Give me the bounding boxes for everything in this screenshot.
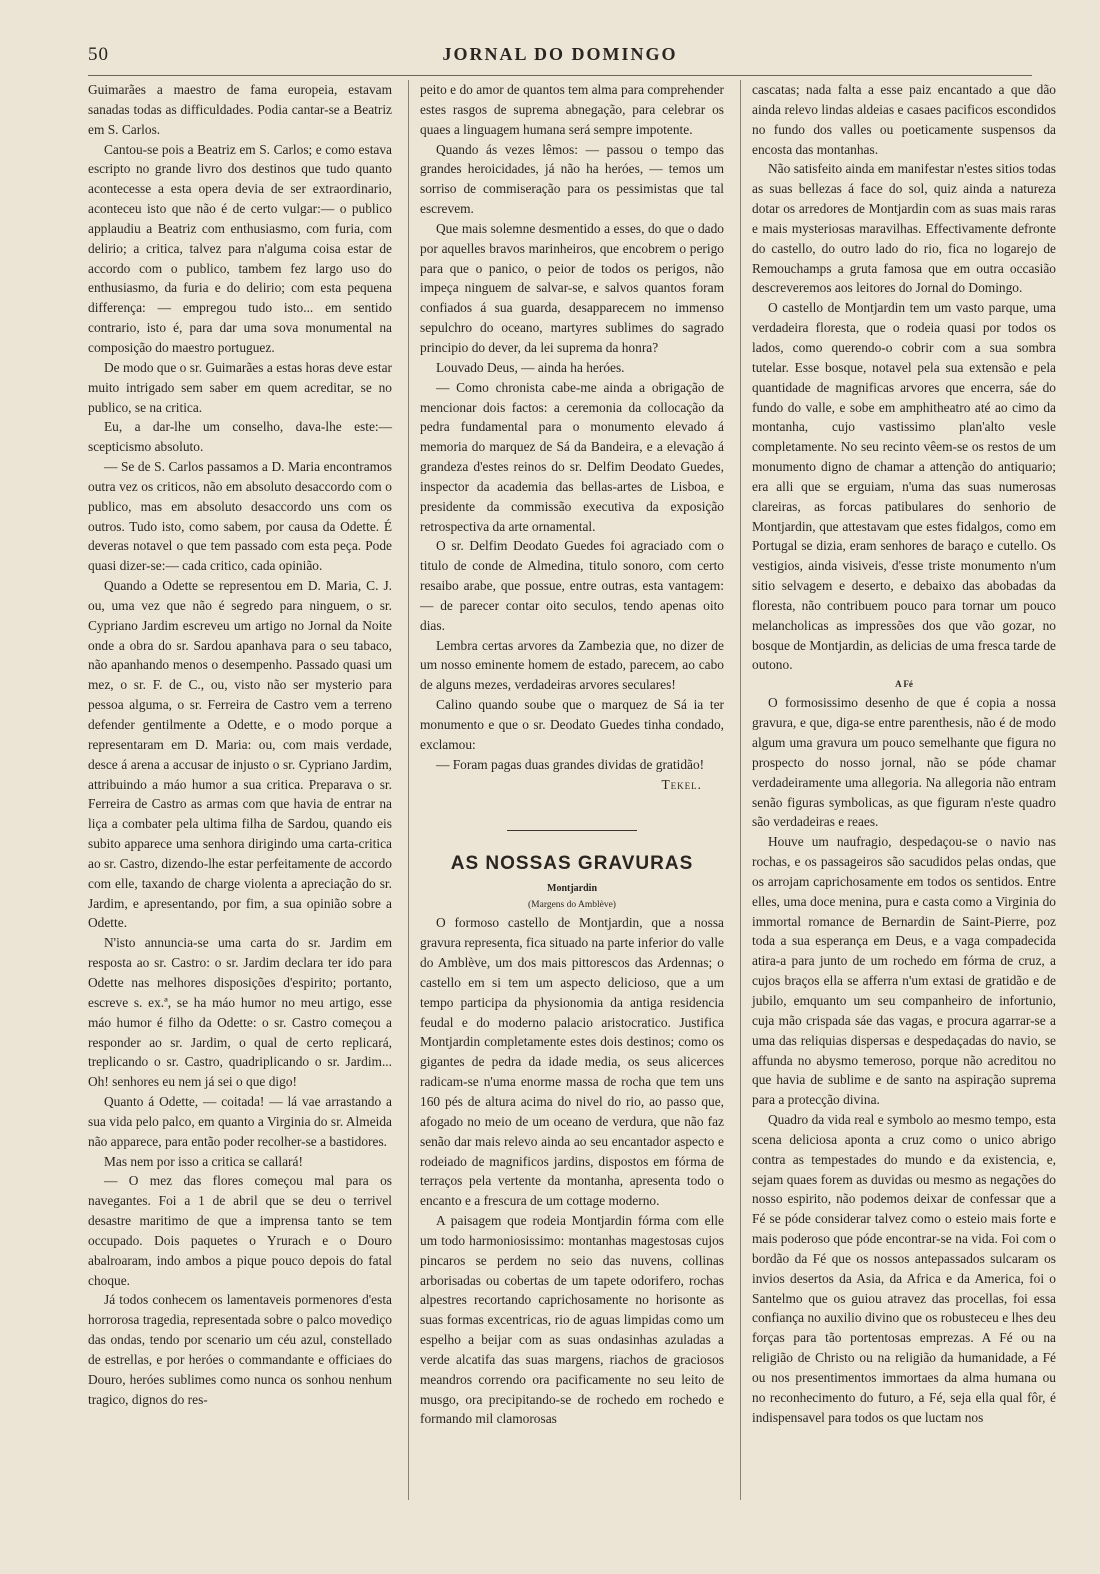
paragraph: A paisagem que rodeia Montjardin fórma com elle um todo harmoniosissimo: montanhas magestosas cujos pincaros se perdem no seio das nuvens, collinas arborisadas ou cobertas de um tapete odorifero, rochas alpestres recortando caprichosamente no horisonte as suas formas excentricas, rio de aguas limpidas como um espelho a beijar com as suas ondasinhas azuladas a verde alcatifa das suas margens, riachos de graciosos meandros correndo ora pacificamente no seu leito de musgo, ora precipitando-se de rochedo em rochedo e formando mil clamorosas [420, 1213, 724, 1427]
section-title: AS NOSSAS GRAVURAS [450, 853, 694, 875]
paragraph: Lembra certas arvores da Zambezia que, no dizer de um nosso eminente homem de estado, parecem, ao cabo de alguns mezes, verdadeiras arvores seculares! [420, 637, 724, 693]
paragraph: N'isto annuncia-se uma carta do sr. Jardim em resposta ao sr. Castro: o sr. Jardim declara ter ido para Odette nas melhores disposições d'espirito; portanto, escreve s. ex.ª, se ha máo humor no meu artigo, esse máo humor é filho da Odette: o sr. Castro começou a responder ao sr. Jardim, o qual de certo replicará, treplicando o sr. Castro, quadriplicando o sr. Jardim... Oh! senhores eu nem já sei o que digo! [88, 935, 392, 1090]
paragraph: — Foram pagas duas grandes dividas de gratidão! [436, 756, 705, 772]
header-rule [88, 75, 1032, 76]
section-subtitle: Montjardin [547, 883, 597, 895]
section-heading: A Fé [895, 679, 913, 690]
paragraph: Que mais solemne desmentido a esses, do que o dado por aquelles bravos marinheiros, que encobrem o perigo para que o panico, o peior de todos os perigos, não impeça ninguem de salvar-se, e salvos quantos foram confiados á sua guarda, desapparecem no immenso sepulchro do oceano, martyres sublimes do sagrado principio do dever, da lei suprema da honra? [420, 220, 724, 355]
paragraph: Eu, a dar-lhe um conselho, dava-lhe este:— scepticismo absoluto. [88, 419, 392, 455]
paragraph: Quanto á Odette, — coitada! — lá vae arrastando a sua vida pelo palco, em quanto a Virginia do sr. Almeida não apparece, para então poder recolher-se a bastidores. [88, 1094, 392, 1149]
signature: Tekel. [661, 776, 702, 792]
paragraph: De modo que o sr. Guimarães a estas horas deve estar muito intrigado sem saber em quem acreditar, se no publico, se na critica. [88, 359, 392, 415]
paragraph: Cantou-se pois a Beatriz em S. Carlos; e como estava escripto no grande livro dos destinos que tudo quanto acontecesse a esta opera devia de ser extraordinario, aconteceu isto que não é de certo vulgar:— o publico applaudiu a Beatriz com enthusiasmo, com furia, com delirio; a critica, talvez para n'alguma coisa estar de accordo com o publico, tambem fez largo uso do enthusiasmo, da furia e do delirio; com esta pequena differença: — empregou tudo isto... em sentido contrario, isto é, para dar uma sova monumental na composição do maestro portuguez. [88, 141, 392, 355]
section-separator [507, 830, 637, 831]
paragraph: Já todos conhecem os lamentaveis pormenores d'esta horrorosa tragedia, representada sobre o palco movediço das ondas, tendo por scenario um céu azul, constellado de estrellas, e por heróes o commandante e officiaes do Douro, heróes sublimes como nunca os sonhou nenhum tragico, dignos do res- [88, 1292, 392, 1407]
paragraph: O formoso castello de Montjardin, que a nossa gravura representa, fica situado na parte inferior do valle do Amblève, um dos mais pittorescos das Ardennas; o castello em si tem um aspecto delicioso, que a um tempo participa da physionomia da antiga residencia feudal e do moderno palacio aristocratico. Justifica Montjardin completamente estes dois destinos; como os gigantes de pedra da idade media, os seus alicerces radicam-se n'uma enorme massa de rocha que tem uns 160 pés de altura acima do nivel do rio, ao passo que, afogado no meio de um oceano de verdura, que não faz senão dar mais relevo ainda ao seu encantador aspecto e rodeiado de magnificos jardins, dispostos em fórma de terraços pela vertente da montanha, apresenta todo o encanto e a frescura de um cottage moderno. [420, 915, 724, 1209]
paragraph: — Como chronista cabe-me ainda a obrigação de mencionar dois factos: a ceremonia da collocação da pedra fundamental para o monumento elevado á memoria do marquez de Sá da Bandeira, e a elevação á grandeza d'estes reinos do sr. Delfim Deodato Guedes, inspector da academia das bellas-artes de Lisboa, e presidente da commissão executiva da exposição retrospectiva da arte ornamental. [420, 379, 724, 534]
paragraph: Quadro da vida real e symbolo ao mesmo tempo, esta scena deliciosa aponta a cruz como o unico abrigo contra as tempestades do mundo e da existencia, e, sejam quaes forem as duvidas ou mesmo as negações do nosso espirito, não podemos deixar de confessar que a Fé se póde considerar talvez como o esteio mais forte e mais poderoso que póde encontrar-se na vida. Foi com o bordão da Fé que os nossos antepassados sulcaram os invios desertos da Asia, da Africa e da America, foi o Santelmo que os guiou atravez das procellas, foi essa confiança no auxilio divino que os robusteceu e lhes deu forças para tão portentosas emprezas. A Fé ou na religião de Christo ou na religião da humanidade, a Fé ou nos presentimentos immortaes da alma humana ou no reconhecimento do futuro, a Fé, seja ella qual fôr, é indispensavel para todos os que luctam nos [752, 1112, 1056, 1425]
paragraph: O sr. Delfim Deodato Guedes foi agraciado com o titulo de conde de Almedina, titulo sonoro, com certo resaibo arabe, que possue, entre outras, esta vantagem: — de parecer contar oito seculos, tendo apenas oito dias. [420, 538, 724, 633]
column-3 [752, 80, 1056, 1428]
column-2 [420, 80, 724, 1429]
page-number: 50 [88, 44, 109, 65]
paragraph: cascatas; nada falta a esse paiz encantado a que dão ainda relevo lindas aldeias e casaes pacificos escondidos no fundo dos valles ou poeticamente suspensos da encosta das montanhas. [752, 82, 1056, 157]
paragraph: Quando a Odette se representou em D. Maria, C. J. ou, uma vez que não é segredo para ninguem, o sr. Cypriano Jardim escreveu um artigo no Jornal da Noite onde a obra do sr. Sardou apanhava para o seu tabaco, não apanhando menos o desempenho. Passado quasi um mez, o sr. F. de C., ou, visto não ser mysterio para pessoa alguma, o sr. Ferreira de Castro vem a terreno defender gentilmente a Odette, e o modo porque a representaram em D. Maria: ou, com mais verdade, desce á arena a accusar de injusto o sr. Cypriano Jardim, attribuindo a máo humor a sua critica. Preparava o sr. Ferreira de Castro as armas com que havia de entrar na liça a combater pela ultima filha de Sardou, quando eis subito apparece uma senhora dirigindo uma carta-critica ao sr. Castro, dizendo-lhe estar perfeitamente de accordo com elle, taxando de charge violenta a apreciação do sr. Jardim, e apresentando, por fim, a sua opinião sobre a Odette. [88, 578, 392, 931]
paragraph: Quando ás vezes lêmos: — passou o tempo das grandes heroicidades, já não ha heróes, — temos um sorriso de commiseração para os pessimistas que tal escrevem. [420, 141, 724, 217]
column-divider [408, 80, 409, 1500]
paragraph: — Se de S. Carlos passamos a D. Maria encontramos outra vez os criticos, não em absoluto desaccordo com o publico, mas em absoluto desaccordo uns com os outros. Tudo isto, como sabem, por causa da Odette. É deveras notavel o que tem passado com esta peça. Pode quasi dizer-se:— cada critico, cada opinião. [88, 459, 392, 574]
column-divider [740, 80, 741, 1500]
paragraph: Houve um naufragio, despedaçou-se o navio nas rochas, e os passageiros são sacudidos pelas ondas, que os arrojam caprichosamente em todos os sentidos. Entre elles, uma doce menina, pura e casta como a Virginia do immortal romance de Bernardin de Saint-Pierre, poz toda a sua esperança em Deus, e a vaga compadecida atira-a para junto de um rochedo em fórma de cruz, a cujos braços ella se afferra n'um extasi de gratidão e de jubilo, emquanto um seu companheiro de infortunio, cuja mão crispada sáe das vagas, e procura agarrar-se a uma das reliquias dispersas e despedaçadas do navio, se affunda no abysmo temeroso, porque não acreditou no que havia de sublime e de santo na aspiração suprema para a protecção divina. [752, 834, 1056, 1108]
paragraph: O formosissimo desenho de que é copia a nossa gravura, e que, diga-se entre parenthesis, não é de modo algum uma gravura um pouco semelhante que figura no prospecto do nosso jornal, não se póde chamar verdadeiramente uma allegoria. Na allegoria não entram senão figuras symbolicas, as que figuram n'este quadro são verdadeiras e reaes. [752, 695, 1056, 830]
paragraph: Louvado Deus, — ainda ha heróes. [436, 359, 625, 375]
paragraph: Calino quando soube que o marquez de Sá ia ter monumento e que o sr. Deodato Guedes tinha condado, exclamou: [420, 697, 724, 752]
journal-title: JORNAL DO DOMINGO [442, 44, 678, 64]
section-subsubtitle: (Margens do Amblève) [528, 900, 616, 911]
paragraph: Não satisfeito ainda em manifestar n'estes sitios todas as suas bellezas á face do sol, quiz ainda a natureza dotar os arredores de Montjardin com as suas mais raras e mais mysteriosas maravilhas. Effectivamente defronte do castello, do outro lado do rio, fica no logarejo de Remouchamps a gruta famosa que em outra occasião descreveremos aos leitores do Jornal do Domingo. [752, 161, 1056, 296]
paragraph: — O mez das flores começou mal para os navegantes. Foi a 1 de abril que se deu o terrivel desastre maritimo de que a imprensa tanto se tem occupado. Dois paquetes o Yrurach e o Douro abalroaram, indo ambos a pique pouco depois do fatal choque. [88, 1173, 392, 1288]
page-header [88, 44, 1032, 74]
paragraph: peito e do amor de quantos tem alma para comprehender estes rasgos de suprema abnegação, para celebrar os quaes a linguagem humana será sempre impotente. [420, 82, 724, 137]
paragraph: Guimarães a maestro de fama europeia, estavam sanadas todas as difficuldades. Podia cantar-se a Beatriz em S. Carlos. [88, 82, 392, 137]
paragraph: Mas nem por isso a critica se callará! [104, 1153, 303, 1169]
paragraph: O castello de Montjardin tem um vasto parque, uma verdadeira floresta, que o rodeia quasi por todos os lados, como querendo-o cobrir com a sua sombra tutelar. Esse bosque, notavel pela sua extensão e pela quantidade de magnificas arvores que encerra, sáe do fundo do valle, e sobe em amphitheatro até ao cimo da montanha, cujo vastissimo plan'alto vesle completamente. No seu recinto vêem-se os restos de um monumento digno de chamar a attenção do antiquario; era alli que se erguiam, n'uma das suas numerosas clareiras, as forcas patibulares do senhorio de Montjardin, que attestavam que estes fidalgos, como em Portugal se dizia, eram senhores de baraço e cutello. Os vestigios, ainda visiveis, d'esse triste monumento n'um sitio selvagem e deserto, e debaixo das abobadas da floresta, não contribuem pouco para tornar um pouco melancholicas as impressões dos que vão gozar, no bosque de Montjardin, as delicias de uma fresca tarde de outono. [752, 300, 1056, 673]
column-1 [88, 80, 392, 1410]
